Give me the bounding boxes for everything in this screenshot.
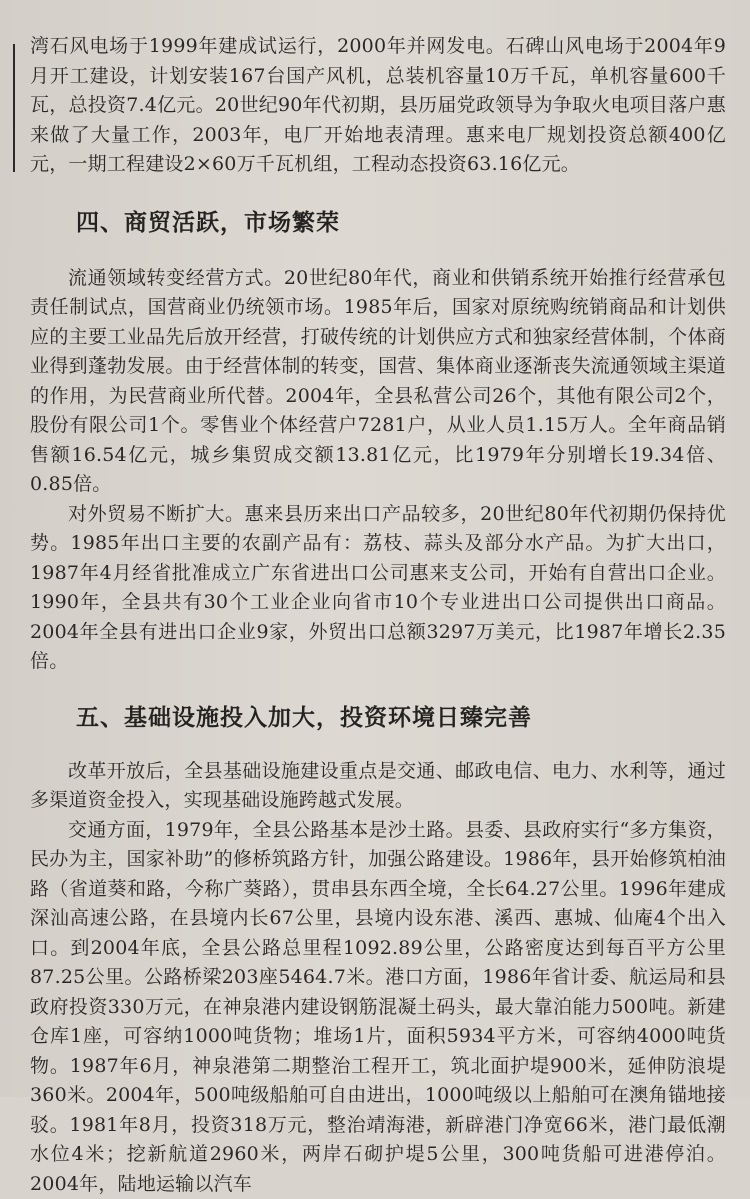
paragraph-infrastructure: 改革开放后，全县基础设施建设重点是交通、邮政电信、电力、水利等，通过多渠道资金投入，实现基础设施跨越式发展。 bbox=[30, 757, 726, 816]
paragraph-circulation: 流通领域转变经营方式。20世纪80年代，商业和供销系统开始推行经营承包责任制试点，国营商业仍统领市场。1985年后，国家对原统购统销商品和计划供应的主要工业品先后放开经营，打破传统的计划供应方式和独家经营体制，个体商业得到蓬勃发展。由于经营体制的转变，国营、集体商业逐渐丧失流通领域主渠道的作用，为民营商业所代替。2004年，全县私营公司26个，其他有限公司2个，股份有限公司1个。零售业个体经营户7281户，从业人员1.15万人。全年商品销售额16.54亿元，城乡集贸成交额13.81亿元，比1979年分别增长19.34倍、0.85倍。 bbox=[30, 264, 726, 500]
section-heading-4: 四、商贸活跃，市场繁荣 bbox=[30, 208, 726, 238]
page-content bbox=[30, 32, 726, 1199]
margin-rule bbox=[13, 44, 15, 172]
section-heading-5: 五、基础设施投入加大，投资环境日臻完善 bbox=[30, 703, 726, 733]
paragraph-foreign-trade: 对外贸易不断扩大。惠来县历来出口产品较多，20世纪80年代初期仍保持优势。1985年出口主要的农副产品有：荔枝、蒜头及部分水产品。为扩大出口，1987年4月经省批准成立广东省进出口公司惠来支公司，开始有自营出口企业。1990年，全县共有30个工业企业向省市10个专业进出口公司提供出口商品。2004年全县有进出口企业9家，外贸出口总额3297万美元，比1987年增长2.35倍。 bbox=[30, 500, 726, 677]
paragraph-transport: 交通方面，1979年，全县公路基本是沙土路。县委、县政府实行“多方集资，民办为主，国家补助”的修桥筑路方针，加强公路建设。1986年，县开始修筑柏油路（省道葵和路，今称广葵路），贯串县东西全境，全长64.27公里。1996年建成深汕高速公路，在县境内长67公里，县境内设东港、溪西、惠城、仙庵4个出入口。到2004年底，全县公路总里程1092.89公里，公路密度达到每百平方公里87.25公里。公路桥梁203座5464.7米。港口方面，1986年省计委、航运局和县政府投资330万元，在神泉港内建设钢筋混凝土码头，最大靠泊能力500吨。新建仓库1座，可容纳1000吨货物；堆场1片，面积5934平方米，可容纳4000吨货物。1987年6月，神泉港第二期整治工程开工，筑北面护堤900米，延伸防浪堤360米。2004年，500吨级船舶可自由进出，1000吨级以上船舶可在澳角锚地接驳。1981年8月，投资318万元，整治靖海港，新辟港门净宽66米，港门最低潮水位4米；挖新航道2960米，两岸石砌护堤5公里，300吨货船可进港停泊。2004年，陆地运输以汽车 bbox=[30, 816, 726, 1199]
paragraph-power-plants: 湾石风电场于1999年建成试运行，2000年并网发电。石碑山风电场于2004年9月开工建设，计划安装167台国产风机，总装机容量10万千瓦，单机容量600千瓦，总投资7.4亿元。20世纪90年代初期，县历届党政领导为争取火电项目落户惠来做了大量工作，2003年，电厂开始地表清理。惠来电厂规划投资总额400亿元，一期工程建设2×60万千瓦机组，工程动态投资63.16亿元。 bbox=[30, 32, 726, 180]
